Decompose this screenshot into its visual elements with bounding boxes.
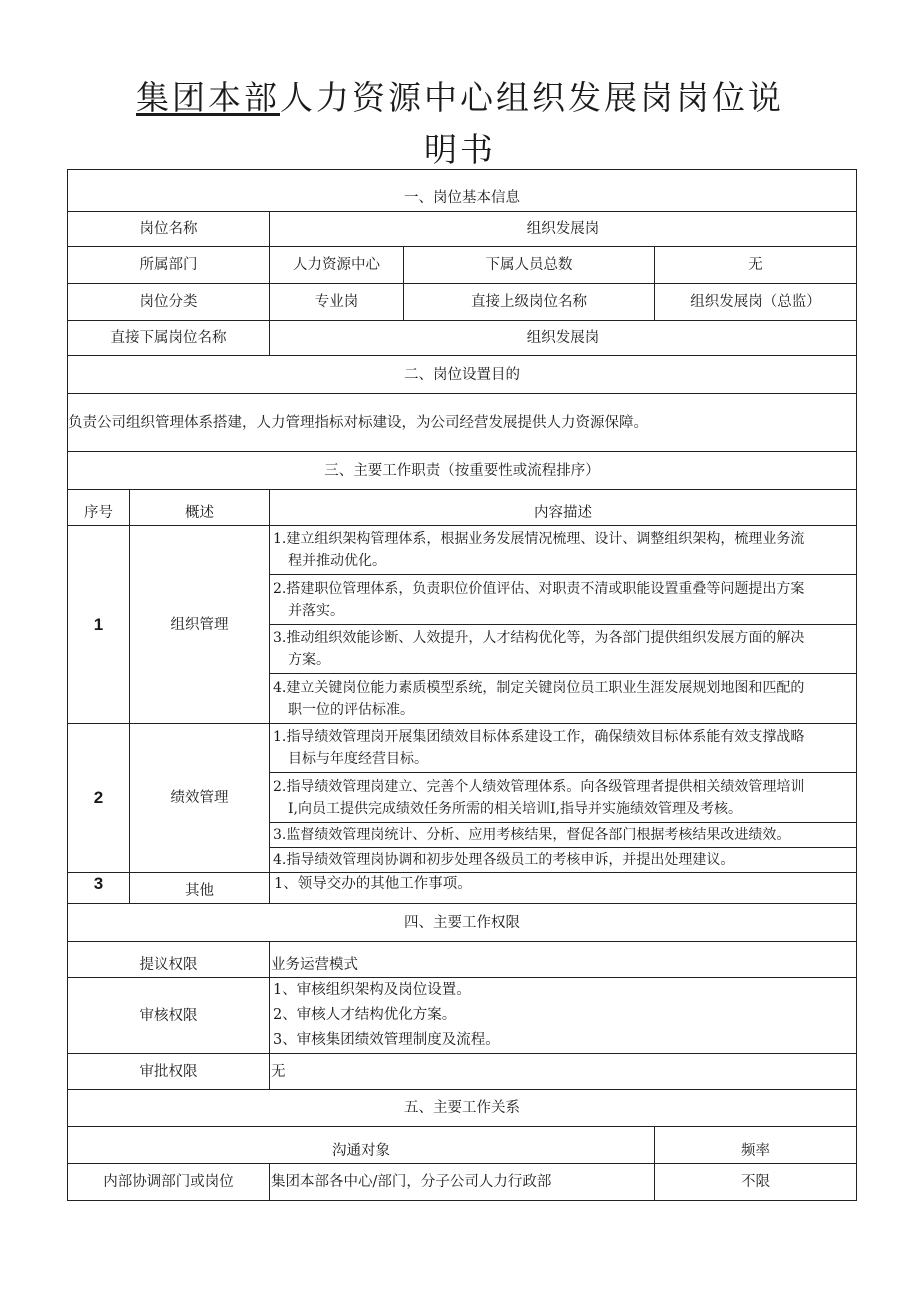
title-underlined-part: 集团本部 <box>136 78 280 117</box>
duty-item: 3.推动组织效能诊断、人效提升，人才结构优化等，为各部门提供组织发展方面的解决 方案。 <box>270 625 857 674</box>
review-items <box>270 978 857 1054</box>
col-desc-header: 内容描述 <box>270 490 857 526</box>
section2-header: 二、岗位设置目的 <box>68 356 857 394</box>
purpose-text: 负责公司组织管理体系搭建，人力管理指标对标建设，为公司经营发展提供人力资源保障。 <box>68 394 857 452</box>
superior-value: 组织发展岗（总监） <box>655 284 857 321</box>
table-row <box>68 724 857 773</box>
duty-item: 3.监督绩效管理岗统计、分析、应用考核结果，督促各部门根据考核结果改进绩效。 <box>270 823 857 848</box>
dept-label: 所属部门 <box>68 247 270 284</box>
direct-sub-value: 组织发展岗 <box>270 321 857 356</box>
approve-value: 无 <box>270 1054 857 1090</box>
approve-label: 审批权限 <box>68 1054 270 1090</box>
group-index: 3 <box>68 873 130 904</box>
group-summary: 绩效管理 <box>130 724 270 873</box>
post-name-label: 岗位名称 <box>68 212 270 247</box>
col-index-header: 序号 <box>68 490 130 526</box>
col-freq-header: 频率 <box>655 1127 857 1164</box>
internal-freq: 不限 <box>655 1164 857 1201</box>
document-title <box>0 72 920 119</box>
col-summary-header: 概述 <box>130 490 270 526</box>
table-row <box>68 873 857 904</box>
list-item: 3、审核集团绩效管理制度及流程。 <box>273 1032 500 1048</box>
title-rest: 人力资源中心组织发展岗岗位说 <box>280 78 784 117</box>
duty-item: 4.建立关键岗位能力素质模型系统，制定关键岗位员工职业生涯发展规划地图和匹配的 职一位的评估标准。 <box>270 674 857 724</box>
duty-item: 1、领导交办的其他工作事项。 <box>270 873 857 904</box>
group-summary: 其他 <box>130 873 270 904</box>
list-item: 2、审核人才结构优化方案。 <box>273 1007 457 1023</box>
category-value: 专业岗 <box>270 284 404 321</box>
duty-item: 2.指导绩效管理岗建立、完善个人绩效管理体系。向各级管理者提供相关绩效管理培训 I,向员工提供完成绩效任务所需的相关培训I,指导并实施绩效管理及考核。 <box>270 773 857 823</box>
col-target-header: 沟通对象 <box>68 1127 655 1164</box>
duty-item: 4.指导绩效管理岗协调和初步处理各级员工的考核申诉，并提出处理建议。 <box>270 848 857 873</box>
section1-header: 一、岗位基本信息 <box>68 170 857 212</box>
job-description-table <box>67 169 857 1201</box>
group-summary: 组织管理 <box>130 526 270 724</box>
table-row <box>68 526 857 575</box>
duty-item: 1.指导绩效管理岗开展集团绩效目标体系建设工作，确保绩效目标体系能有效支撑战略 目标与年度经营目标。 <box>270 724 857 773</box>
post-name-value: 组织发展岗 <box>270 212 857 247</box>
section5-header: 五、主要工作关系 <box>68 1090 857 1127</box>
propose-value: 业务运营模式 <box>270 942 857 978</box>
superior-label: 直接上级岗位名称 <box>404 284 655 321</box>
internal-value: 集团本部各中心/部门，分子公司人力行政部 <box>270 1164 655 1201</box>
review-label: 审核权限 <box>68 978 270 1054</box>
subordinate-count-value: 无 <box>655 247 857 284</box>
section4-header: 四、主要工作权限 <box>68 904 857 942</box>
propose-label: 提议权限 <box>68 942 270 978</box>
group-index: 2 <box>68 724 130 873</box>
internal-label: 内部协调部门或岗位 <box>68 1164 270 1201</box>
subordinate-count-label: 下属人员总数 <box>404 247 655 284</box>
category-label: 岗位分类 <box>68 284 270 321</box>
duty-item: 1.建立组织架构管理体系，根据业务发展情况梳理、设计、调整组织架构，梳理业务流 程并推动优化。 <box>270 526 857 575</box>
group-index: 1 <box>68 526 130 724</box>
list-item: 1、审核组织架构及岗位设置。 <box>273 982 471 998</box>
duty-item: 2.搭建职位管理体系，负责职位价值评估、对职责不清或职能设置重叠等问题提出方案 并落实。 <box>270 575 857 625</box>
section3-header: 三、主要工作职责（按重要性或流程排序） <box>68 452 857 490</box>
dept-value: 人力资源中心 <box>270 247 404 284</box>
document-title-line2: 明书 <box>424 130 496 169</box>
direct-sub-label: 直接下属岗位名称 <box>68 321 270 356</box>
